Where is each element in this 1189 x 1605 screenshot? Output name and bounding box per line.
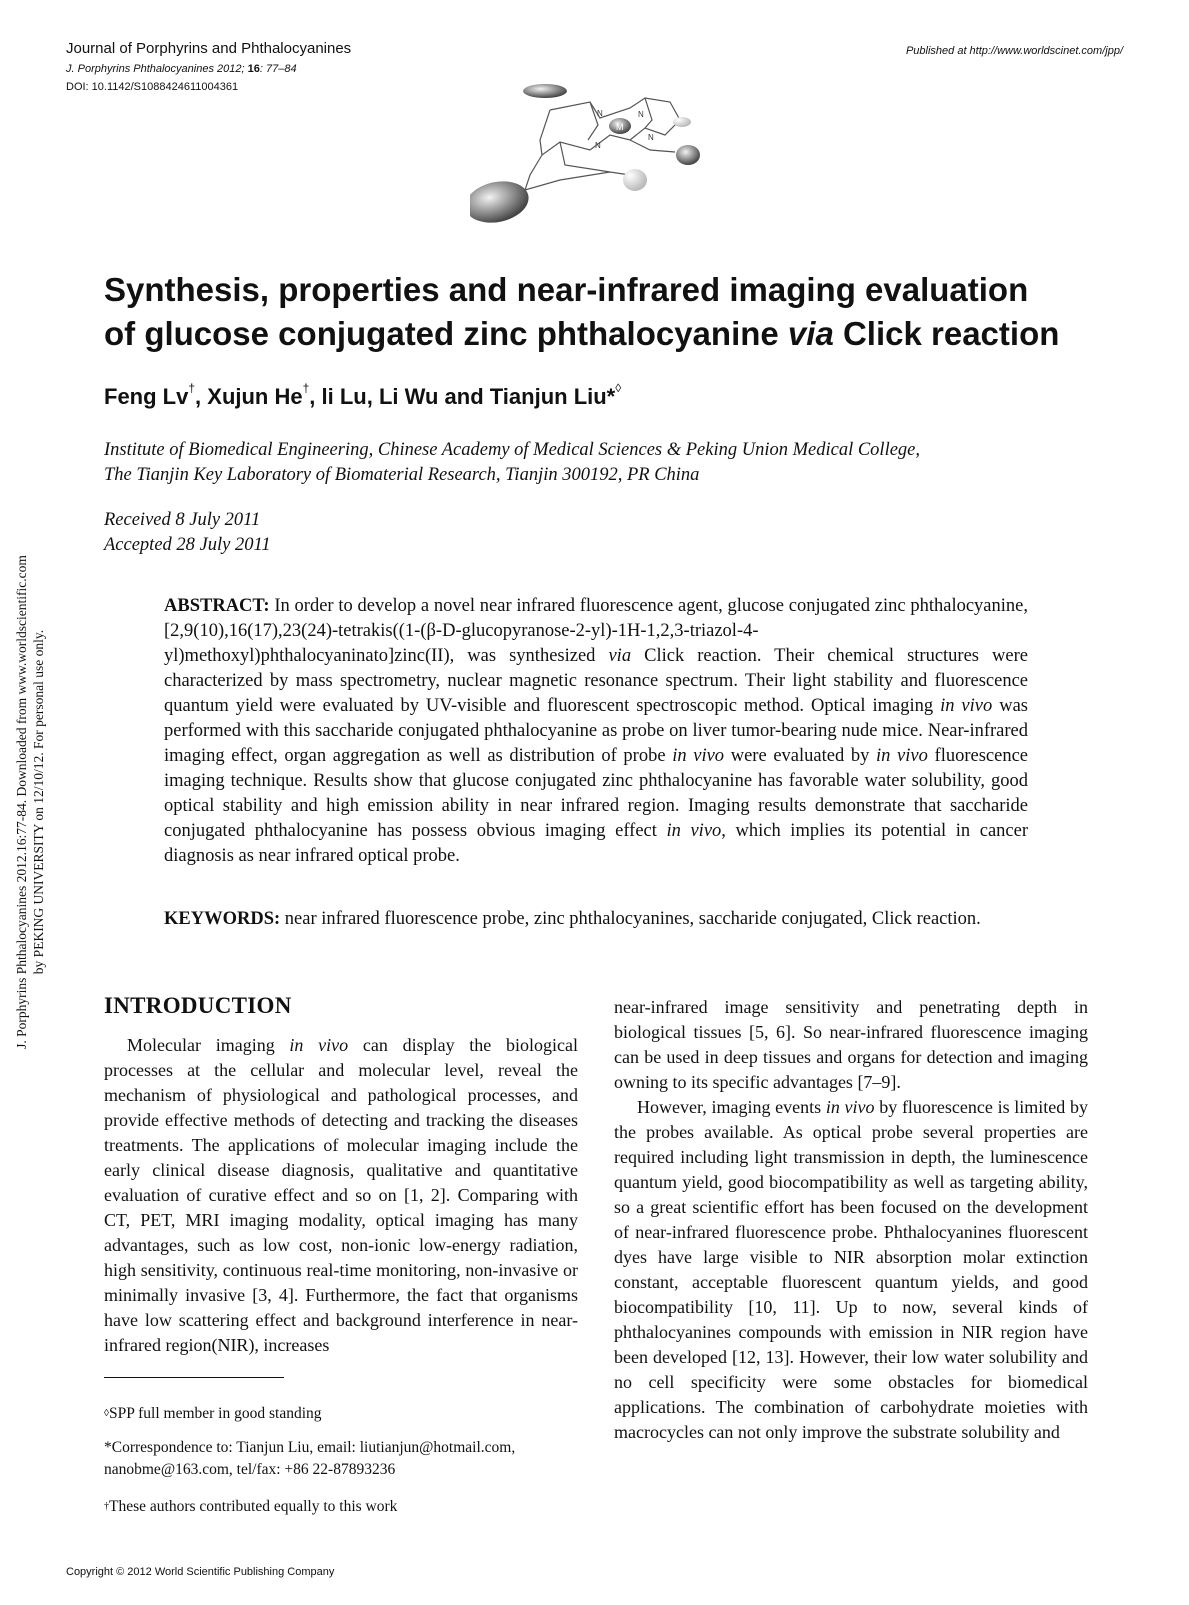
abstract-text: was performed with this saccharide conjugated phthalocyanine as probe on liver tumor-bearing nude mice. Near-infrared imaging effect, organ aggregation as well as distribution of probe — [164, 696, 1028, 766]
author-list — [104, 381, 622, 410]
copyright-notice: Copyright © 2012 World Scientific Publishing Company — [66, 1566, 335, 1578]
footnote-mark: † — [104, 1501, 109, 1512]
footnote-text: These authors contributed equally to this work — [109, 1498, 398, 1515]
paragraph: near-infrared image sensitivity and penetrating depth in biological tissues [5, 6]. So near-infrared fluorescence imaging can be used in deep tissues and organs for detection and imaging owning to its specific advantages [7–9]. — [614, 997, 1088, 1092]
side-note-line-2: by PEKING UNIVERSITY on 12/10/12. For personal use only. — [31, 629, 46, 975]
title-text: of glucose conjugated zinc phthalocyanine — [104, 315, 788, 352]
journal-citation — [66, 63, 297, 75]
footnote-correspondence — [104, 1437, 584, 1481]
atom-label-n: N — [638, 110, 644, 119]
abstract-italic: in vivo — [672, 746, 725, 766]
received-date: Received 8 July 2011 — [104, 510, 261, 530]
title-italic-via: via — [787, 315, 834, 352]
journal-name: Journal of Porphyrins and Phthalocyanines — [66, 40, 352, 57]
title-text: Click reaction — [833, 315, 1060, 352]
doi: DOI: 10.1142/S1088424611004361 — [66, 81, 239, 93]
author-name: Feng Lv — [104, 384, 189, 409]
keywords — [164, 907, 1028, 932]
dagger-mark: † — [188, 381, 196, 395]
paragraph — [614, 1095, 1088, 1445]
citation-pages: : 77–84 — [259, 63, 297, 75]
paragraph-text: However, imaging events — [637, 1097, 826, 1117]
journal-logo — [470, 80, 720, 230]
affiliation — [104, 438, 1104, 488]
side-note-line-1: J. Porphyrins Phthalocyanines 2012.16:77-84. Downloaded from www.worldscientific.com — [14, 555, 29, 1049]
author-separator: , — [195, 384, 208, 409]
diamond-mark: ◊ — [615, 381, 622, 395]
body-column-left — [104, 1033, 578, 1358]
abstract-text: Click reaction. Their chemical structures were characterized by mass spectrometry, nuclear magnetic resonance spectrum. Their light stability and fluorescence quantum yield were evaluated by UV-visible and fluorescent spectroscopic method. Optical imaging — [164, 646, 1028, 716]
paragraph — [104, 1033, 578, 1358]
paragraph-text: Molecular imaging — [127, 1035, 290, 1055]
abstract-italic: in vivo — [876, 746, 928, 766]
keywords-text: near infrared fluorescence probe, zinc phthalocyanines, saccharide conjugated, Click reaction. — [280, 909, 981, 929]
accepted-date: Accepted 28 July 2011 — [104, 535, 271, 555]
author-name: Xujun He — [207, 384, 303, 409]
affiliation-line-2: The Tianjin Key Laboratory of Biomaterial Research, Tianjin 300192, PR China — [104, 465, 700, 485]
body-column-right — [614, 995, 1088, 1445]
paragraph-text: by fluorescence is limited by the probes available. As optical probe several properties are required including light transmission in depth, the luminescence quantum yield, good biocompatibility as well as targeting ability, so a great scientific effort has been focused on the development of near-infrared fluorescence probe. Phthalocyanines fluorescent dyes have large visible to NIR absorption molar extinction constant, acceptable fluorescent quantum yields, and good biocompatibility [10, 11]. Up to now, several kinds of phthalocyanines compounds with emission in NIR region have been developed [12, 13]. However, their low water solubility and no cell specificity were some obstacles for biomedical applications. The combination of carbohydrate moieties with macrocycles can not only improve the substrate solubility and — [614, 1097, 1088, 1442]
footnote-text: nanobme@163.com, tel/fax: +86 22-87893236 — [104, 1461, 396, 1478]
dagger-mark: † — [302, 381, 310, 395]
footnote-mark: ◊ — [104, 1408, 109, 1419]
author-names-rest: , li Lu, Li Wu and Tianjun Liu* — [309, 384, 616, 409]
footnote-text: *Correspondence to: Tianjun Liu, email: liutianjun@hotmail.com, — [104, 1439, 516, 1456]
abstract-italic: in vivo — [666, 821, 722, 841]
footnote-spp — [104, 1403, 584, 1425]
title-line-2 — [104, 312, 1094, 356]
atom-label-n: N — [648, 133, 654, 142]
atom-label-m: M — [616, 122, 624, 132]
footnote-divider — [104, 1377, 284, 1378]
published-at-link[interactable]: Published at http://www.worldscinet.com/jpp/ — [905, 45, 1123, 57]
article-dates — [104, 508, 271, 558]
abstract-italic: via — [608, 646, 632, 666]
citation-volume: 16 — [247, 63, 260, 75]
paragraph-italic: in vivo — [825, 1097, 875, 1117]
footnote-text: SPP full member in good standing — [108, 1405, 322, 1422]
abstract-italic: in vivo — [940, 696, 993, 716]
article-title — [104, 268, 1094, 356]
keywords-label: KEYWORDS: — [164, 909, 281, 929]
abstract — [164, 594, 1028, 869]
atom-label-n: N — [595, 141, 601, 150]
citation-year: 2012; — [213, 63, 248, 75]
paragraph-text: can display the biological processes at the cellular and molecular level, reveal the mechanism of physiological and pathological processes, and provide effective methods of detecting and tracking the diseases treatments. The applications of molecular imaging include the early clinical disease diagnosis, qualitative and quantitative evaluation of curative effect and so on [1, 2]. Comparing with CT, PET, MRI imaging modality, optical imaging has many advantages, such as low cost, non-ionic low-energy radiation, high sensitivity, continuous real-time monitoring, non-invasive or minimally invasive [3, 4]. Furthermore, the fact that organisms have low scattering effect and background interference in near-infrared region(NIR), increases — [104, 1035, 578, 1355]
abstract-text: fluorescence imaging technique. Results show that glucose conjugated zinc phthalocyanine has favorable water solubility, good optical stability and high emission ability in near infrared region. Imaging results demonstrate that saccharide conjugated phthalocyanine has possess obvious imaging effect — [164, 746, 1028, 841]
title-line-1: Synthesis, properties and near-infrared imaging evaluation — [104, 271, 1029, 308]
abstract-text: , which implies its potential in cancer diagnosis as near infrared optical probe. — [164, 821, 1028, 866]
abstract-text: were evaluated by — [724, 746, 877, 766]
download-side-note — [13, 412, 47, 1192]
footnote-equal-contribution — [104, 1496, 584, 1518]
abstract-label: ABSTRACT: — [164, 596, 270, 616]
citation-prefix: J. Porphyrins Phthalocyanines — [66, 63, 214, 75]
abstract-text: In order to develop a novel near infrared fluorescence agent, glucose conjugated zinc phthalocyanine, [2,9(10),16(17),23(24)-tetrakis((1-(β-D-glucopyranose-2-yl)-1H-1,2,3-triazol-4-yl)methoxyl)phthalocyaninato]zinc(II), was synthesized — [164, 596, 1028, 666]
affiliation-line-1: Institute of Biomedical Engineering, Chinese Academy of Medical Sciences & Peking Union Medical College, — [104, 440, 921, 460]
paragraph-italic: in vivo — [289, 1035, 349, 1055]
atom-label-n: N — [597, 109, 603, 118]
section-heading-introduction: INTRODUCTION — [104, 993, 292, 1018]
